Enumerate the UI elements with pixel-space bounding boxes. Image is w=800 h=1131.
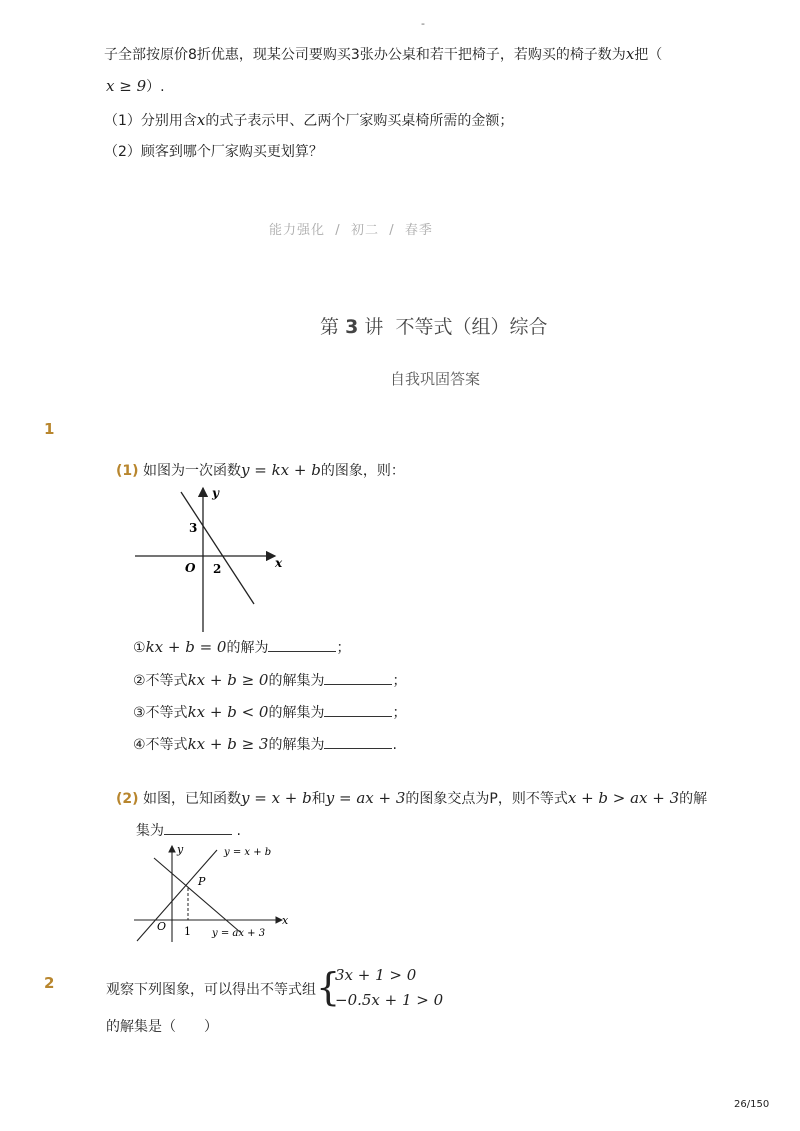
q1-part1-item-3	[133, 702, 406, 723]
y-axis-label: y	[177, 843, 184, 856]
q1-part2-line-2-end: .	[236, 823, 241, 839]
line-y-x-plus-b	[137, 850, 217, 941]
item-math: kx + b ≥ 3	[187, 735, 269, 753]
y-axis-label: y	[212, 486, 219, 500]
intersection-label: P	[198, 875, 206, 888]
line-2-label: y = ax + 3	[212, 928, 266, 939]
item-suffix: 的解为	[226, 640, 269, 656]
breadcrumb-item-2: 初二	[350, 223, 379, 238]
q1-part2-stem	[116, 788, 707, 809]
problem-line-2-end: ）.	[146, 79, 165, 95]
lesson-title	[320, 312, 547, 339]
x-axis-label: x	[282, 914, 289, 927]
breadcrumb-item-1: 能力强化	[269, 223, 326, 238]
problem-question-1-a: （1）分别用含	[104, 113, 197, 129]
line-1-label: y = x + b	[224, 847, 272, 858]
breadcrumb-item-3: 春季	[404, 223, 433, 238]
q1-part2-line-2	[136, 820, 241, 841]
section-subtitle: 自我巩固答案	[390, 370, 481, 388]
question-number-2: 2	[44, 974, 55, 992]
answer-blank[interactable]	[324, 734, 392, 749]
header-dash: -	[421, 17, 425, 30]
problem-line-1-text: 子全部按原价8折优惠，现某公司要购买3张办公桌和若干把椅子，若购买的椅子数为	[104, 47, 626, 63]
item-end: ；	[392, 705, 407, 721]
q1-part1-item-1	[133, 637, 350, 658]
q1-part1-label: (1)	[116, 463, 139, 479]
q2-inequality-1: 3x + 1 > 0	[335, 966, 417, 984]
item-prefix: ②不等式	[133, 673, 188, 689]
q1-part2-text-a: 如图，已知函数	[143, 791, 241, 807]
answer-blank[interactable]	[324, 702, 392, 717]
q1-part2-label: (2)	[116, 791, 139, 807]
q1-part1-item-2	[133, 670, 406, 691]
problem-question-2: （2）顾客到哪个厂家购买更划算？	[104, 144, 323, 160]
problem-line-2-math: x ≥ 9	[106, 77, 147, 95]
breadcrumb-separator: /	[389, 223, 395, 238]
problem-line-2	[106, 76, 165, 97]
item-prefix: ④不等式	[133, 737, 188, 753]
lesson-name: 不等式（组）综合	[395, 316, 548, 338]
origin-label: O	[185, 561, 196, 575]
item-prefix: ①	[133, 640, 146, 656]
line-y-ax-plus-3	[154, 858, 240, 932]
graph-two-lines	[132, 840, 297, 945]
problem-question-1-b: 的式子表示甲、乙两个厂家购买桌椅所需的金额；	[205, 113, 514, 129]
x-intercept-label: 2	[213, 562, 222, 576]
graph-linear-function	[130, 482, 290, 637]
problem-line-1	[104, 44, 662, 65]
item-end: ；	[392, 673, 407, 689]
question-number-1: 1	[44, 420, 55, 438]
q1-part2-text-c: 的解	[679, 791, 708, 807]
q1-part1-text-b: 的图象，则：	[320, 463, 405, 479]
item-math: kx + b = 0	[145, 638, 227, 656]
q1-part2-math-3: x + b > ax + 3	[567, 789, 680, 807]
item-end: ；	[336, 640, 351, 656]
lesson-mid: 讲	[364, 316, 384, 338]
q1-part2-line-2-text: 集为	[136, 823, 164, 839]
item-end: .	[392, 737, 397, 753]
q1-part2-math-1: y = x + b	[241, 789, 312, 807]
lesson-number: 3	[345, 316, 359, 338]
item-suffix: 的解集为	[268, 673, 325, 689]
q1-part1-math: y = kx + b	[241, 461, 321, 479]
function-line	[181, 492, 254, 604]
problem-question-1-var: x	[196, 111, 206, 129]
item-prefix: ③不等式	[133, 705, 188, 721]
q1-part1-text-a: 如图为一次函数	[143, 463, 241, 479]
q1-part2-text-b: 的图象交点为P，则不等式	[405, 791, 568, 807]
q2-answer-line: 的解集是（ ）	[106, 1019, 218, 1035]
answer-blank[interactable]	[268, 637, 336, 652]
q1-part1-item-4	[133, 734, 397, 755]
item-suffix: 的解集为	[268, 705, 325, 721]
q2-stem: 观察下列图象，可以得出不等式组	[106, 982, 316, 998]
item-math: kx + b < 0	[187, 703, 269, 721]
breadcrumb-separator: /	[335, 223, 341, 238]
origin-label: O	[157, 920, 167, 933]
q1-part2-and: 和	[311, 791, 326, 807]
answer-blank[interactable]	[164, 820, 232, 835]
page-number: 26/150	[734, 1099, 770, 1110]
x-axis-label: x	[275, 556, 283, 570]
breadcrumb	[269, 219, 433, 238]
lesson-prefix: 第	[320, 316, 340, 338]
y-intercept-label: 3	[189, 521, 198, 535]
tick-label: 1	[184, 925, 191, 938]
problem-line-1-var: x	[625, 45, 635, 63]
q1-part1-stem	[116, 460, 405, 481]
q1-part2-math-2: y = ax + 3	[325, 789, 406, 807]
q2-inequality-2: −0.5x + 1 > 0	[335, 991, 444, 1009]
problem-question-1	[104, 110, 513, 131]
item-suffix: 的解集为	[268, 737, 325, 753]
inequality-system-brace: {	[316, 965, 341, 1009]
problem-line-1-end: 把（	[634, 47, 663, 63]
answer-blank[interactable]	[324, 670, 392, 685]
item-math: kx + b ≥ 0	[187, 671, 269, 689]
